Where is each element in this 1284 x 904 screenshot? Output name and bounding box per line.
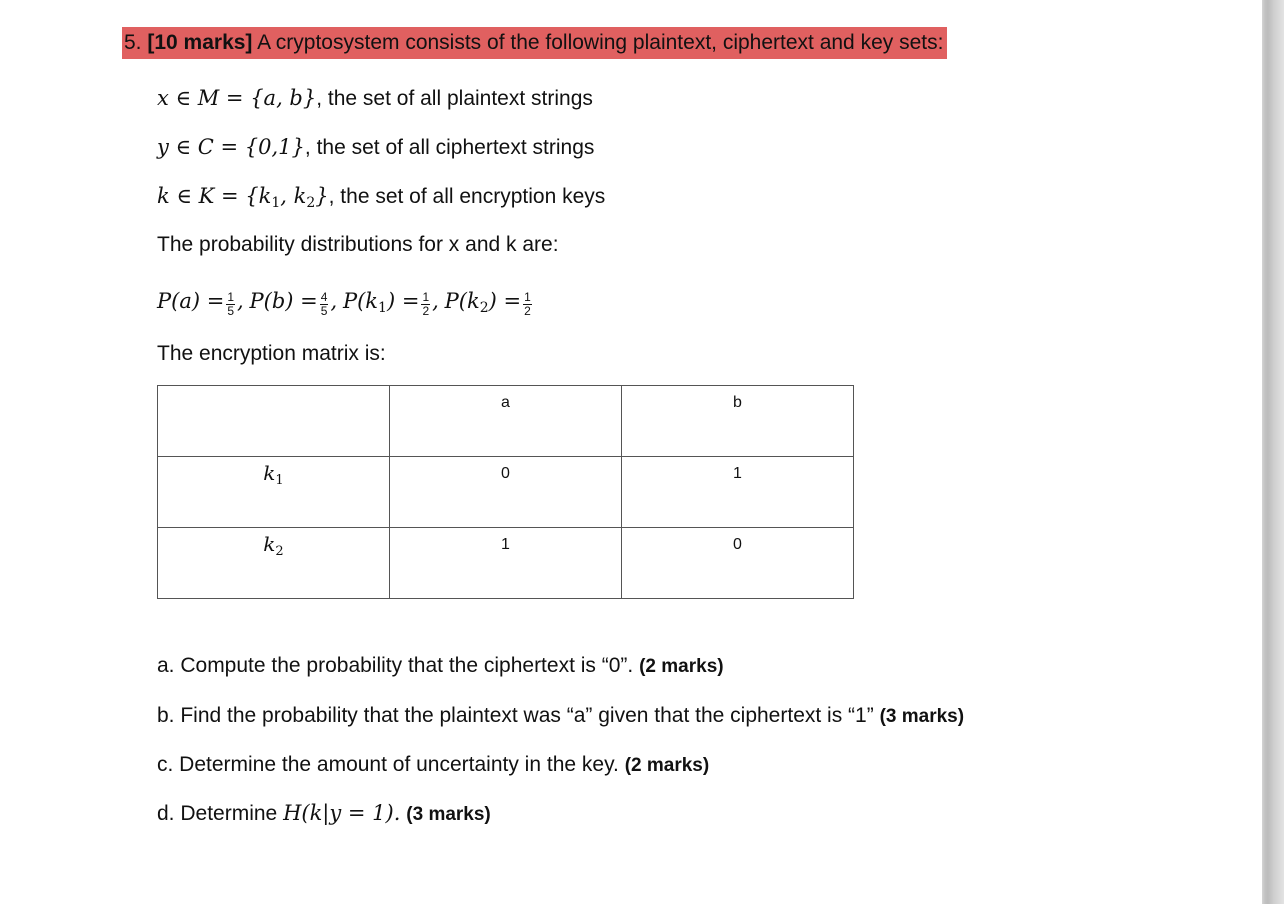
- ciphertext-set-line: [157, 133, 594, 162]
- prob-k2-label: P(k: [444, 289, 480, 313]
- part-b-marks: (3 marks): [879, 706, 965, 727]
- part-a-text: a. Compute the probability that the ciphertext is “0”.: [157, 654, 634, 677]
- row-key-k2-letter: k: [263, 532, 276, 556]
- part-d-prefix: d. Determine: [157, 802, 278, 825]
- part-c-marks: (2 marks): [624, 755, 710, 776]
- row-key-k1-letter: k: [263, 461, 276, 485]
- question-number: 5.: [124, 31, 142, 54]
- ciphertext-set-math: y ∈ C = {0,1}: [157, 135, 305, 159]
- part-a: [157, 652, 724, 681]
- row-key-k2: [158, 528, 390, 599]
- ciphertext-set-text: , the set of all ciphertext strings: [304, 136, 595, 159]
- prob-k1: $P(k_1)$ = $\frac{1}{2}$ ,: [342, 289, 439, 318]
- key-set-math-suffix: }: [315, 184, 329, 208]
- prob-k1-label-end: ) =: [386, 289, 420, 313]
- cell-k2-b: 0: [622, 528, 854, 599]
- prob-k2-sub: 2: [479, 300, 489, 316]
- encryption-matrix-table: [157, 385, 854, 599]
- prob-b-den: 5: [320, 304, 328, 318]
- prob-a-frac: [226, 291, 235, 318]
- header-cell-b: b: [622, 386, 854, 457]
- prob-b-frac: [320, 291, 329, 318]
- prob-a-label: P(a) =: [157, 289, 225, 313]
- key-set-math: [157, 184, 329, 211]
- cell-k1-b: 1: [622, 457, 854, 528]
- part-c-text: c. Determine the amount of uncertainty in the key.: [157, 753, 619, 776]
- part-d-marks: (3 marks): [406, 804, 491, 825]
- key-set-sub1: 1: [271, 195, 281, 211]
- prob-b: P(b) = $\frac{4}{5}$ ,: [249, 289, 338, 318]
- prob-b-label: P(b) =: [249, 289, 318, 313]
- row-key-k2-sub: 2: [275, 544, 284, 559]
- key-set-text: , the set of all encryption keys: [328, 185, 606, 208]
- matrix-intro: The encryption matrix is:: [157, 342, 386, 365]
- header-cell-empty: [158, 386, 390, 457]
- prob-k1-den: 2: [422, 304, 430, 318]
- part-b: [157, 702, 964, 731]
- prob-k2-label-end: ) =: [488, 289, 522, 313]
- prob-k1-frac: [421, 291, 430, 318]
- key-set-math-mid: , k: [280, 184, 307, 208]
- row-key-k1-sub: 1: [275, 473, 284, 488]
- prob-b-num: 4: [320, 290, 328, 304]
- prob-k2-frac: [523, 291, 532, 318]
- prob-k1-label: P(k: [342, 289, 379, 313]
- cell-k1-a: 0: [390, 457, 622, 528]
- part-d: [157, 799, 491, 829]
- part-a-marks: (2 marks): [639, 656, 724, 677]
- probabilities-line: [157, 287, 534, 322]
- prob-a-den: 5: [227, 304, 234, 318]
- table-header-row: [158, 386, 854, 457]
- plaintext-set-line: [157, 84, 593, 113]
- row-key-k1: [158, 457, 390, 528]
- plaintext-set-math: x ∈ M = {a, b}: [157, 86, 317, 110]
- question-marks: [10 marks]: [147, 31, 253, 54]
- key-set-line: [157, 182, 605, 217]
- prob-k2: [444, 289, 534, 318]
- question-heading: [122, 27, 947, 59]
- page-edge-shadow: [1262, 0, 1284, 904]
- header-cell-a: a: [390, 386, 622, 457]
- part-b-text: b. Find the probability that the plaintext was “a” given that the ciphertext is “1”: [157, 704, 874, 727]
- prob-a: P(a) = $\frac{1}{5}$ ,: [157, 289, 244, 318]
- table-row: [158, 528, 854, 599]
- prob-k1-sub: 1: [378, 300, 387, 316]
- cell-k2-a: 1: [390, 528, 622, 599]
- plaintext-set-text: , the set of all plaintext strings: [316, 87, 593, 110]
- prob-a-num: 1: [227, 290, 234, 304]
- table-row: [158, 457, 854, 528]
- prob-k2-num: 1: [524, 290, 531, 304]
- key-set-sub2: 2: [306, 195, 316, 211]
- part-d-math: H(k|y = 1).: [283, 801, 401, 825]
- key-set-math-prefix: k ∈ K = {k: [157, 184, 272, 208]
- question-intro: A cryptosystem consists of the following plaintext, ciphertext and key sets:: [257, 31, 944, 54]
- prob-intro: The probability distributions for x and k are:: [157, 233, 559, 256]
- prob-k2-den: 2: [524, 304, 531, 318]
- prob-k1-num: 1: [422, 290, 430, 304]
- part-c: [157, 751, 709, 780]
